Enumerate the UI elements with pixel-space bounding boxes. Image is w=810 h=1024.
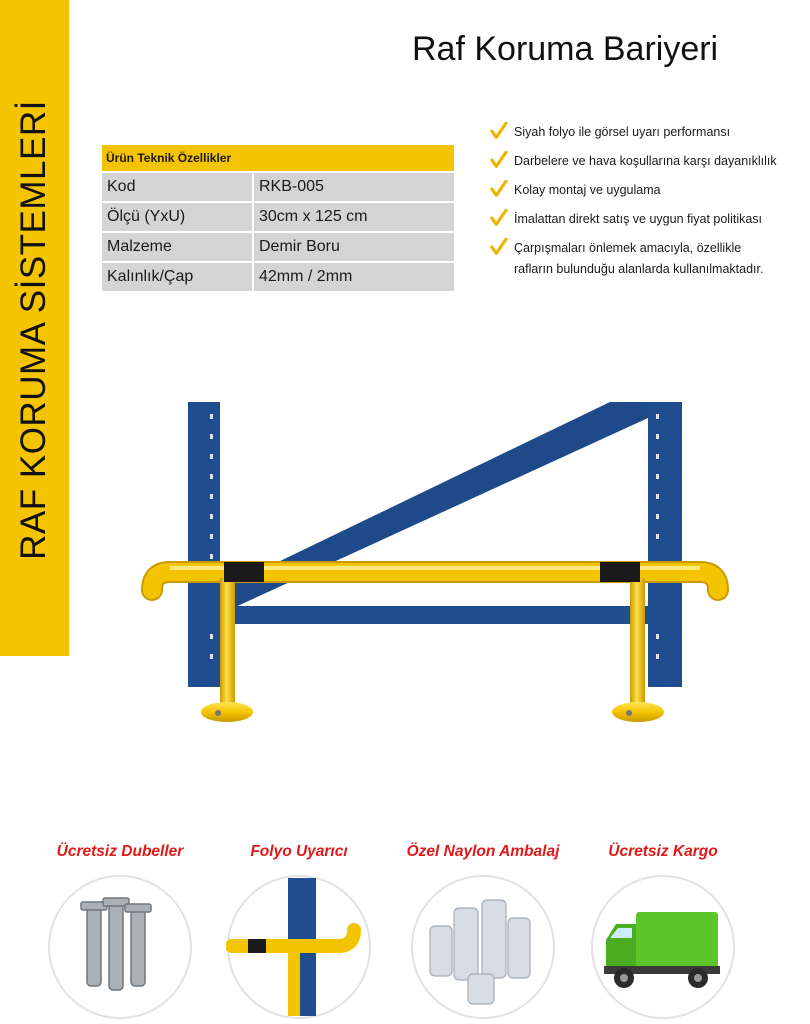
anchor-bolts-icon	[47, 874, 193, 1020]
side-banner-text: RAF KORUMA SİSTEMLERİ	[14, 100, 53, 560]
feature-text: Çarpışmaları önlemek amacıyla, özellikle	[514, 241, 742, 255]
table-row	[102, 233, 454, 261]
list-item	[488, 176, 810, 205]
feature-text: Darbelere ve hava koşullarına karşı dayanıklılık	[514, 154, 777, 168]
spec-value: Demir Boru	[254, 233, 454, 261]
list-item	[488, 234, 810, 280]
page-title: Raf Koruma Bariyeri	[412, 30, 719, 68]
spec-table-header-row	[102, 145, 454, 171]
checkmark-icon	[490, 209, 508, 227]
badge-label: Ücretsiz Dubeller	[56, 843, 184, 860]
feature-text: Siyah folyo ile görsel uyarı performansı	[514, 125, 731, 139]
badge-free-anchors	[35, 840, 205, 1020]
spec-key: Malzeme	[102, 233, 254, 261]
spec-value: 42mm / 2mm	[254, 263, 454, 291]
spec-table	[102, 143, 454, 293]
spec-key: Kalınlık/Çap	[102, 263, 254, 291]
list-item	[488, 147, 810, 176]
feature-text: İmalattan direkt satış ve uygun fiyat politikası	[514, 212, 763, 226]
badge-row	[0, 840, 810, 1024]
spec-table-header: Ürün Teknik Özellikler	[102, 145, 454, 171]
feature-list	[488, 118, 810, 280]
badge-special-packaging	[398, 840, 568, 1020]
table-row	[102, 173, 454, 201]
list-item	[488, 118, 810, 147]
table-row	[102, 263, 454, 291]
barrier-closeup-icon	[226, 874, 372, 1020]
feature-text-continued: rafların bulunduğu alanlarda kullanılmaktadır.	[514, 262, 764, 276]
checkmark-icon	[490, 122, 508, 140]
spec-key: Kod	[102, 173, 254, 201]
badge-label: Ücretsiz Kargo	[608, 843, 718, 860]
spec-value: RKB-005	[254, 173, 454, 201]
checkmark-icon	[490, 151, 508, 169]
badge-label: Özel Naylon Ambalaj	[406, 843, 560, 860]
badge-foil-warning	[214, 840, 384, 1020]
truck-icon	[590, 874, 736, 1020]
badge-free-shipping	[578, 840, 748, 1020]
feature-text: Kolay montaj ve uygulama	[514, 183, 661, 197]
table-row	[102, 203, 454, 231]
rack-frame	[188, 402, 682, 687]
list-item	[488, 205, 810, 234]
stretch-film-icon	[410, 874, 556, 1020]
checkmark-icon	[490, 180, 508, 198]
side-banner	[0, 0, 69, 656]
spec-key: Ölçü (YxU)	[102, 203, 254, 231]
spec-value: 30cm x 125 cm	[254, 203, 454, 231]
barrier-product-image	[130, 400, 740, 730]
badge-label: Folyo Uyarıcı	[250, 843, 348, 860]
checkmark-icon	[490, 238, 508, 256]
